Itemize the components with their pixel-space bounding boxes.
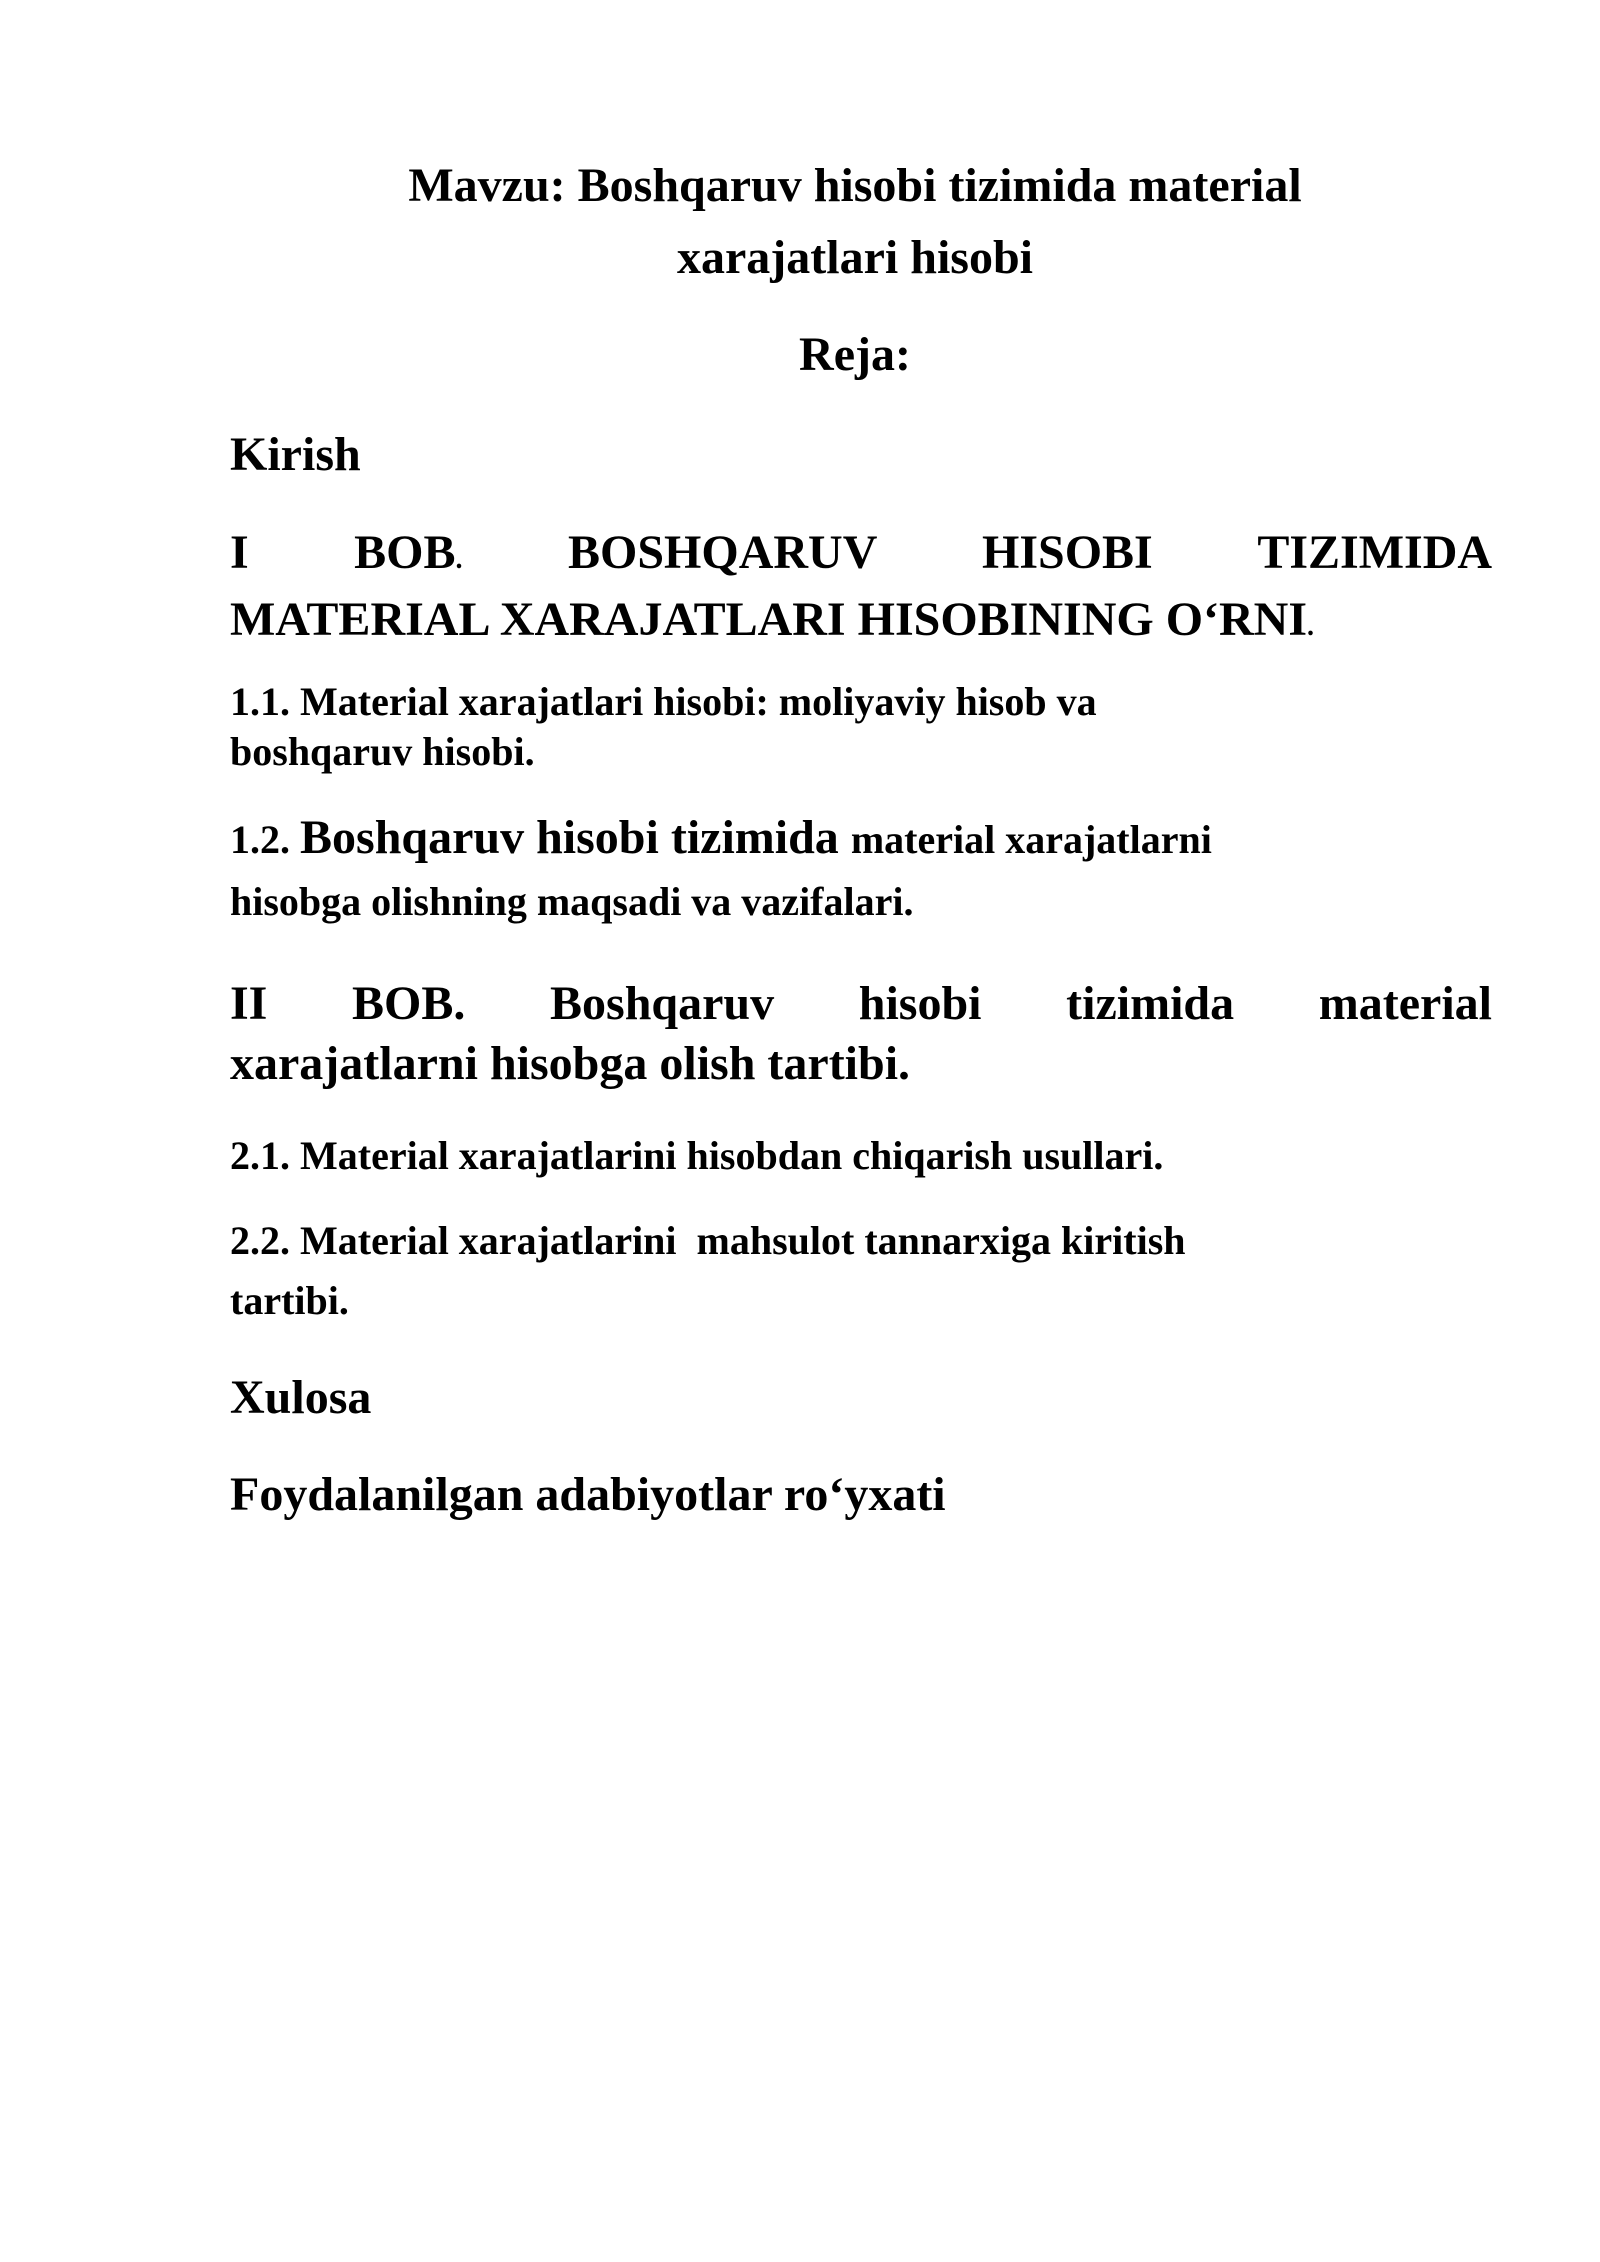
section-2-2-line-1: 2.2. Material xarajatlarini mahsulot tannarxiga kiritish [230, 1218, 1186, 1263]
title-line-1: Mavzu: Boshqaruv hisobi tizimida material [408, 159, 1302, 212]
chapter-1-line-1: I BOB. BOSHQARUV HISOBI TIZIMIDA [230, 526, 1493, 579]
chapter-1-heading [230, 523, 1492, 657]
section-1-1-line-2: boshqaruv hisobi. [230, 729, 535, 774]
section-2-1: 2.1. Material xarajatlarini hisobdan chiqarish usullari. [230, 1133, 1164, 1178]
conclusion-item: Xulosa [230, 1371, 372, 1424]
chapter-1-line-2: MATERIAL XARAJATLARI HISOBINING O‘RNI. [230, 593, 1315, 646]
document-title [230, 150, 1480, 294]
chapter-2-line-2: xarajatlarni hisobga olish tartibi. [230, 1037, 911, 1090]
intro-item: Kirish [230, 428, 361, 481]
section-1-2-line-2: hisobga olishning maqsadi va vazifalari. [230, 879, 914, 924]
chapter-2-line-1: II BOB. Boshqaruv hisobi tizimida material [230, 977, 1493, 1030]
plan-heading: Reja: [799, 328, 911, 381]
section-2-2-line-2: tartibi. [230, 1278, 349, 1323]
section-1-2-line-1: 1.2. Boshqaruv hisobi tizimida material xarajatlarni [230, 811, 1212, 864]
title-line-2: xarajatlari hisobi [677, 231, 1033, 284]
section-1-1-line-1: 1.1. Material xarajatlari hisobi: moliyaviy hisob va [230, 679, 1097, 724]
references-item: Foydalanilgan adabiyotlar ro‘yxati [230, 1468, 946, 1521]
section-2-2 [230, 1213, 1492, 1329]
chapter-2-heading [230, 974, 1492, 1094]
section-1-2 [230, 808, 1492, 930]
section-1-1 [230, 674, 1492, 780]
